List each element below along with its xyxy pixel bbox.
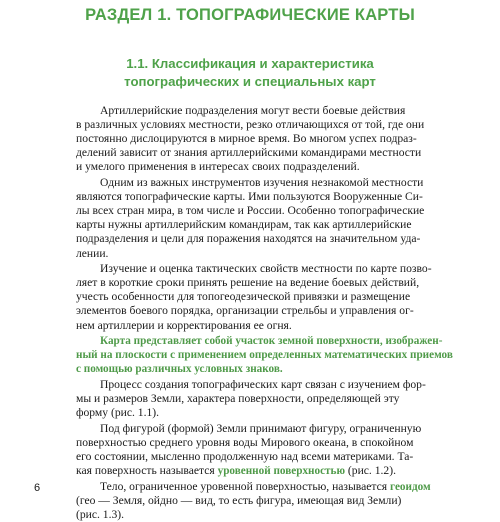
paragraph-1-line: и умелого применения в интересах своих подразделений. [76, 160, 360, 174]
paragraph-6-line [76, 464, 484, 478]
paragraph-6-line: его состоянии, мысленно продолженную над всеми материками. Та- [76, 449, 414, 463]
paragraph-5-line: мы и размеров Земли, характера поверхности, определяющей эту [76, 392, 400, 405]
paragraph-1-line: в различных условиях местности, резко отличающихся от той, где они [76, 118, 425, 132]
paragraph-1-line: постоянно дислоцируются в мирное время. Во многом успех подраз- [76, 132, 417, 146]
paragraph-2-line: лы всех стран мира, в том числе и России. Особенно топографические [76, 204, 425, 218]
term-geoid: геоидом [390, 480, 431, 493]
paragraph-1-line: Артиллерийские подразделения могут вести боевые действия [100, 104, 406, 117]
paragraph-2-line: Одним из важных инструментов изучения незнакомой местности [100, 176, 424, 189]
subsection-title-line-1: 1.1. Классификация и характеристика [126, 56, 374, 71]
paragraph-2-line: карты нужны артиллерийским командирам, так как артиллерийские [76, 218, 412, 232]
paragraph-3-line: Изучение и оценка тактических свойств местности по карте позво- [100, 262, 432, 276]
paragraph-2-line: подразделения и цели для поражения находятся на значительном уда- [76, 232, 421, 246]
paragraph-6-line: поверхностью среднего уровня воды Мирового океана, в спокойном [76, 435, 414, 449]
term-level-surface: уровенной поверхностью [217, 465, 346, 477]
paragraph-3-line: учесть особенности для топогеодезической привязки и размещение [76, 290, 411, 304]
paragraph-2-line: являются топографические карты. Ими пользуются Вооруженные Си- [76, 190, 423, 204]
section-title: РАЗДЕЛ 1. ТОПОГРАФИЧЕСКИЕ КАРТЫ [85, 6, 415, 24]
paragraph-3-line: нем артиллерии и корректирования ее огня. [76, 318, 292, 332]
paragraph-7-line: (гео — Земля, ойдно — вид, то есть фигура, имеющая вид Земли) [76, 493, 402, 507]
definition-line: Карта представляет собой участок земной поверхности, изображен- [100, 335, 443, 348]
definition-line: ный на плоскости с применением определенных математических приемов [76, 349, 453, 362]
paragraph-7-line: (рис. 1.3). [76, 507, 125, 521]
paragraph-3-line: элементов боевого порядка, организации стрельбы и управления ог- [76, 304, 414, 318]
paragraph-2-line: лении. [76, 246, 109, 260]
text-run: Тело, ограниченное уровенной поверхностью, называется [100, 479, 391, 493]
paragraph-5-line: форму (рис. 1.1). [76, 406, 160, 420]
figure-ref: (рис. 1.2). [345, 464, 396, 477]
subsection-title-line-2: топографических и специальных карт [124, 74, 376, 89]
page-number: 6 [34, 482, 41, 494]
paragraph-5-line: Процесс создания топографических карт связан с изучением фор- [100, 377, 426, 391]
text-run: кая поверхность называется [76, 464, 218, 477]
paragraph-3-line: ляет в короткие сроки принять решение на ведение боевых действий, [76, 276, 420, 290]
definition-line: с помощью различных условных знаков. [76, 363, 283, 376]
paragraph-6-line: Под фигурой (формой) Земли принимают фигуру, ограниченную [100, 421, 422, 435]
paragraph-1-line: делений зависит от знания артиллерийскими командирами местности [76, 146, 422, 160]
paragraph-7-line [100, 480, 484, 494]
